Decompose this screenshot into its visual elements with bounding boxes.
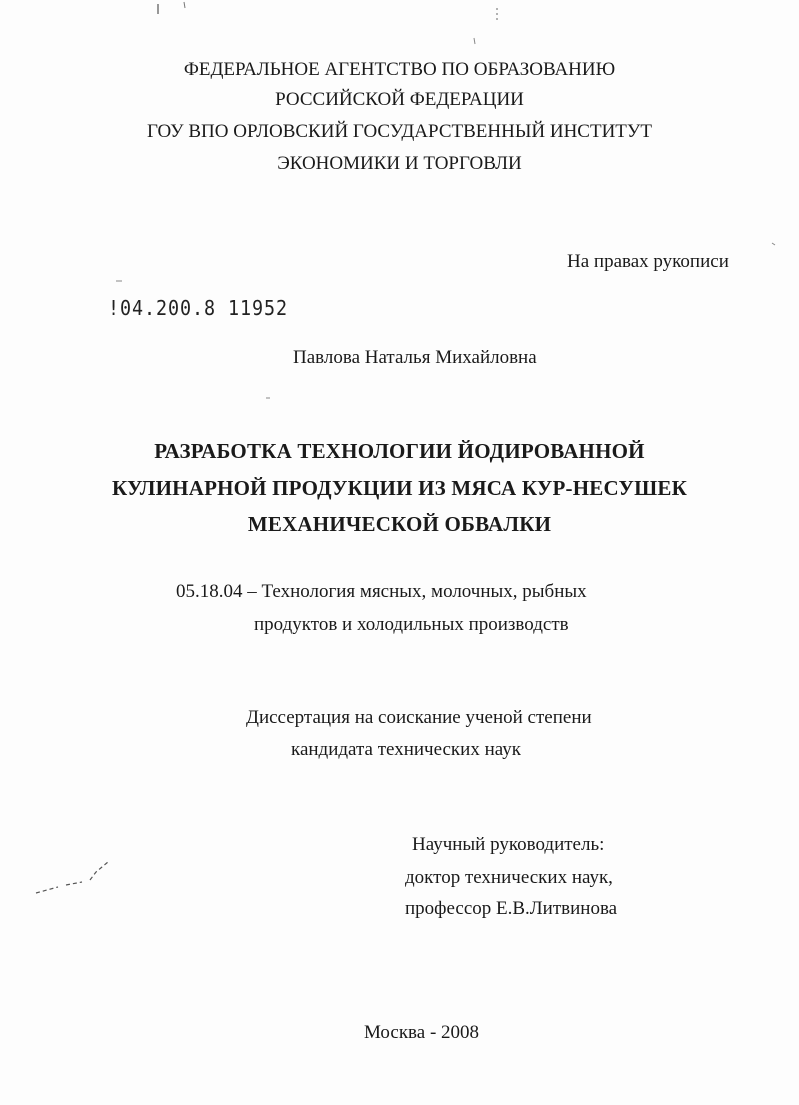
title-line-1: РАЗРАБОТКА ТЕХНОЛОГИИ ЙОДИРОВАННОЙ — [154, 439, 645, 463]
supervisor-line-2: доктор технических наук, — [405, 867, 613, 888]
author-name: Павлова Наталья Михайловна — [293, 347, 537, 368]
scan-speck — [772, 243, 775, 245]
supervisor-line-1: Научный руководитель: — [412, 834, 605, 855]
manuscript-note: На правах рукописи — [567, 251, 729, 272]
header-line-4: ЭКОНОМИКИ И ТОРГОВЛИ — [277, 153, 522, 174]
catalog-stamp: !04.200.8 11952 — [108, 296, 288, 320]
specialty-line-1: 05.18.04 – Технология мясных, молочных, рыбных — [176, 581, 587, 602]
title-line-2: КУЛИНАРНОЙ ПРОДУКЦИИ ИЗ МЯСА КУР-НЕСУШЕК — [111, 476, 688, 500]
header-line-1: ФЕДЕРАЛЬНОЕ АГЕНТСТВО ПО ОБРАЗОВАНИЮ — [183, 59, 616, 80]
scan-speck — [184, 2, 185, 8]
degree-line-2: кандидата технических наук — [291, 739, 521, 760]
header-line-2: РОССИЙСКОЙ ФЕДЕРАЦИИ — [275, 89, 524, 110]
specialty-line-2: продуктов и холодильных производств — [254, 614, 569, 635]
pen-mark — [36, 862, 108, 893]
header-line-3: ГОУ ВПО ОРЛОВСКИЙ ГОСУДАРСТВЕННЫЙ ИНСТИТУТ — [147, 121, 652, 142]
degree-line-1: Диссертация на соискание ученой степени — [246, 707, 592, 728]
title-line-3: МЕХАНИЧЕСКОЙ ОБВАЛКИ — [247, 512, 552, 536]
city-year: Москва - 2008 — [364, 1022, 480, 1043]
scan-speck — [474, 38, 475, 44]
supervisor-line-3: профессор Е.В.Литвинова — [405, 898, 618, 919]
